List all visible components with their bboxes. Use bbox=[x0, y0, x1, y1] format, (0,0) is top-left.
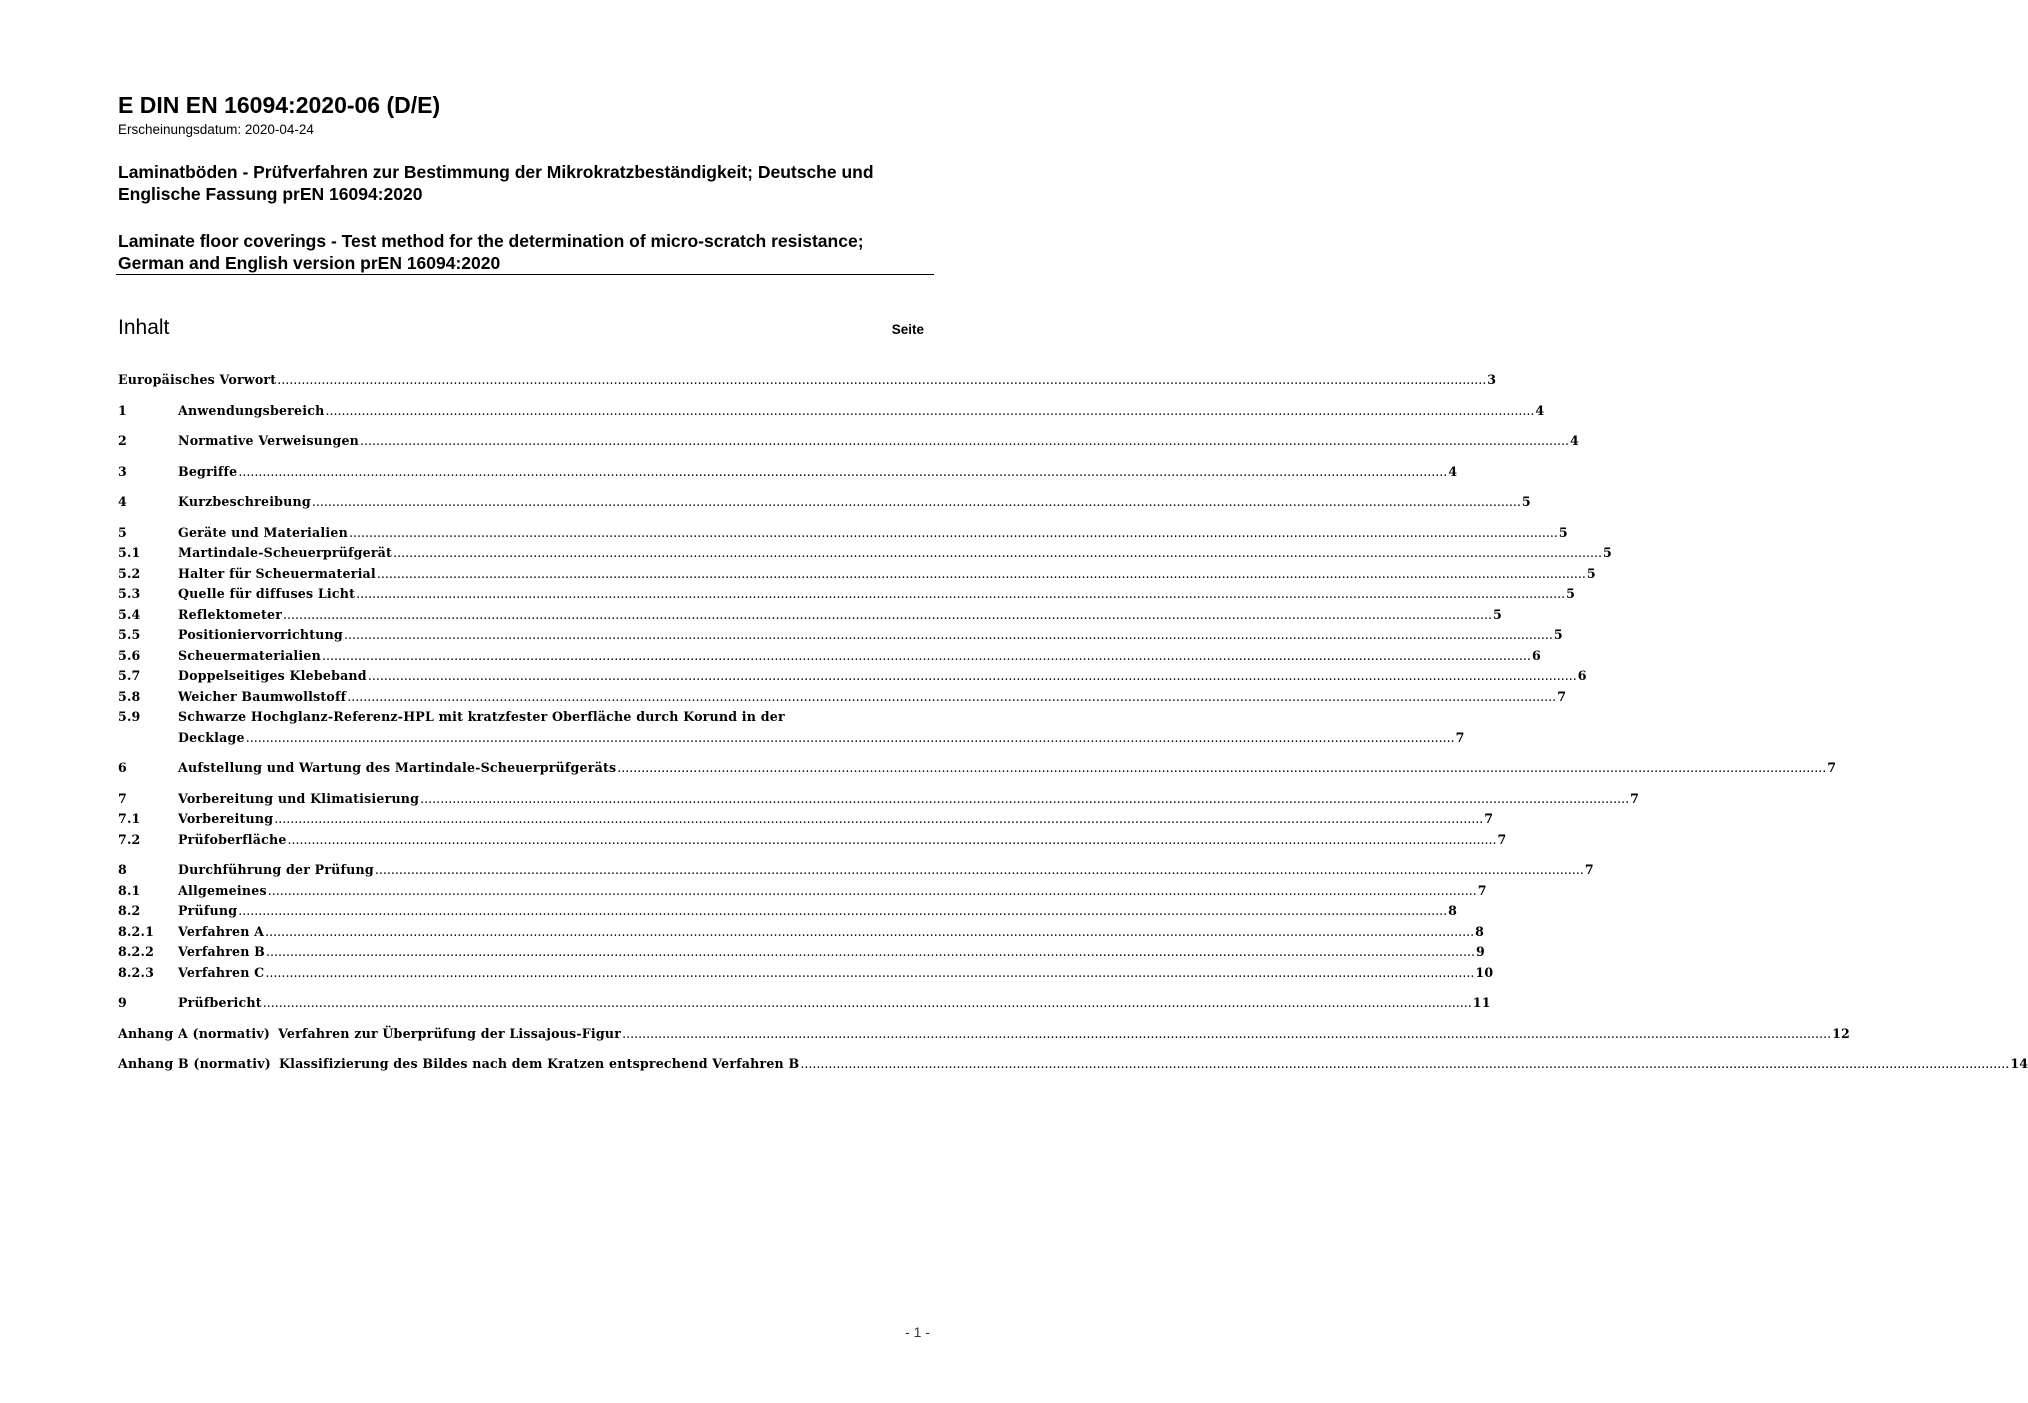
toc-leader bbox=[377, 564, 1586, 585]
toc-entry-number: 4 bbox=[118, 494, 127, 509]
toc-entry-page: 8 bbox=[1448, 903, 1458, 918]
toc-entry-title: Begriffe bbox=[178, 463, 238, 479]
toc-entry-page: 11 bbox=[1472, 995, 1491, 1010]
toc-entry-page: 9 bbox=[1476, 944, 1485, 959]
toc-leader bbox=[268, 881, 1477, 902]
title-german: Laminatböden - Prüfverfahren zur Bestimmung der Mikrokratzbeständigkeit; Deutsche und Englische Fassung prEN 16094:2020 bbox=[118, 162, 874, 204]
toc-entry[interactable] bbox=[118, 993, 1491, 1014]
toc-entry[interactable] bbox=[118, 564, 1596, 585]
toc-leader bbox=[420, 789, 1629, 810]
toc-entry-title: Doppelseitiges Klebeband bbox=[178, 668, 367, 683]
toc-entry-page: 4 bbox=[1535, 402, 1545, 418]
toc-entry-number: 2 bbox=[118, 433, 127, 448]
toc-leader bbox=[266, 942, 1475, 963]
toc-entry[interactable] bbox=[118, 462, 1458, 483]
toc-entry-title: Anwendungsbereich bbox=[178, 402, 325, 418]
toc-entry-page: 7 bbox=[1630, 790, 1640, 806]
toc-entry-title: Halter für Scheuermaterial bbox=[178, 565, 376, 581]
toc-leader bbox=[349, 523, 1558, 544]
toc-entry[interactable] bbox=[118, 646, 1541, 667]
toc-leader bbox=[347, 687, 1556, 708]
toc-entry-page: 5 bbox=[1603, 545, 1613, 560]
toc-entry-title: Vorbereitung bbox=[178, 811, 274, 826]
toc-leader bbox=[800, 1054, 2009, 1075]
toc-entry-page: 14 bbox=[2010, 1056, 2028, 1071]
toc-heading: Inhalt bbox=[118, 316, 170, 339]
toc-entry[interactable] bbox=[118, 431, 1579, 452]
toc-leader bbox=[344, 625, 1553, 646]
document-id: E DIN EN 16094:2020-06 (D/E) bbox=[118, 92, 441, 118]
toc-leader bbox=[238, 901, 1447, 922]
toc-entry-page: 7 bbox=[1455, 729, 1465, 745]
toc-entry-title-continued: Decklage bbox=[178, 729, 245, 745]
table-of-contents bbox=[118, 370, 2028, 1075]
toc-leader bbox=[322, 646, 1531, 667]
toc-leader bbox=[277, 370, 1486, 391]
toc-entry-title: Geräte und Materialien bbox=[178, 524, 348, 540]
toc-entry-number: 5.9 bbox=[118, 709, 141, 724]
toc-leader bbox=[622, 1024, 1831, 1045]
toc-entry-page: 3 bbox=[1487, 372, 1497, 387]
page-number: - 1 - bbox=[905, 1324, 930, 1340]
toc-leader bbox=[617, 758, 1826, 779]
toc-entry-title: Verfahren B bbox=[178, 944, 266, 959]
toc-entry-title: Prüfoberfläche bbox=[178, 831, 287, 847]
toc-entry-page: 10 bbox=[1475, 964, 1494, 980]
toc-entry-number: 5.4 bbox=[118, 606, 141, 622]
toc-entry-number: 8.2.3 bbox=[118, 964, 155, 980]
toc-leader bbox=[325, 401, 1534, 422]
toc-entry-title: Reflektometer bbox=[178, 606, 283, 622]
toc-entry-continuation[interactable] bbox=[118, 728, 1465, 749]
toc-entry-page: 5 bbox=[1553, 627, 1563, 642]
toc-entry-number: 5.7 bbox=[118, 668, 141, 683]
toc-entry[interactable] bbox=[118, 523, 1568, 544]
toc-leader bbox=[265, 963, 1474, 984]
toc-entry-page: 12 bbox=[1832, 1025, 1851, 1041]
toc-entry[interactable] bbox=[118, 830, 1507, 851]
publication-date: Erscheinungsdatum: 2020-04-24 bbox=[118, 122, 314, 137]
toc-entry-page: 7 bbox=[1557, 688, 1567, 704]
toc-entry-number: 9 bbox=[118, 995, 127, 1010]
toc-leader bbox=[274, 809, 1483, 830]
toc-entry-number: 5.6 bbox=[118, 647, 141, 663]
toc-entry-title: Scheuermaterialien bbox=[178, 647, 321, 663]
toc-entry[interactable] bbox=[118, 687, 1567, 708]
toc-entry-page: 5 bbox=[1566, 586, 1576, 601]
toc-entry[interactable] bbox=[118, 543, 1613, 564]
toc-entry-number: 7.1 bbox=[118, 811, 141, 826]
toc-entry-page: 5 bbox=[1521, 494, 1531, 509]
toc-entry-title: Kurzbeschreibung bbox=[178, 494, 311, 509]
toc-entry-title: Verfahren A bbox=[178, 923, 265, 939]
toc-entry-title: Europäisches Vorwort bbox=[118, 372, 277, 387]
toc-leader bbox=[393, 543, 1602, 564]
toc-entry[interactable] bbox=[118, 401, 1545, 422]
toc-entry-number: 1 bbox=[118, 402, 127, 418]
toc-entry-number: 5.3 bbox=[118, 586, 141, 601]
toc-entry-page: 7 bbox=[1497, 831, 1507, 847]
toc-entry[interactable] bbox=[118, 922, 1485, 943]
toc-entry-number: 8.2.2 bbox=[118, 944, 155, 959]
toc-entry[interactable] bbox=[118, 605, 1502, 626]
toc-entry-title: Positioniervorrichtung bbox=[178, 627, 343, 642]
toc-leader bbox=[356, 584, 1565, 605]
toc-entry[interactable] bbox=[118, 901, 1458, 922]
toc-entry-title: Quelle für diffuses Licht bbox=[178, 586, 356, 601]
toc-entry-number: 6 bbox=[118, 760, 127, 775]
title-english: Laminate floor coverings - Test method for the determination of micro-scratch resistance; German and English version prEN 16094:2020 bbox=[118, 231, 864, 273]
toc-entry-number: Anhang B (normativ) bbox=[118, 1056, 271, 1071]
toc-entry-page: 8 bbox=[1475, 923, 1485, 939]
toc-entry[interactable] bbox=[118, 963, 1494, 984]
toc-entry-number: 5.2 bbox=[118, 565, 141, 581]
toc-entry-number: 3 bbox=[118, 463, 127, 479]
toc-leader bbox=[263, 993, 1472, 1014]
toc-entry[interactable] bbox=[118, 860, 1594, 881]
toc-entry-title: Normative Verweisungen bbox=[178, 433, 360, 448]
toc-entry-page: 4 bbox=[1448, 463, 1458, 479]
toc-entry-page: 5 bbox=[1558, 524, 1568, 540]
toc-entry-annex[interactable] bbox=[118, 1054, 2028, 1075]
toc-entry-number: 5.5 bbox=[118, 627, 141, 642]
toc-leader bbox=[288, 830, 1497, 851]
toc-leader bbox=[265, 922, 1474, 943]
toc-entry-page: 7 bbox=[1584, 862, 1594, 877]
toc-entry[interactable] bbox=[118, 758, 1837, 779]
toc-entry[interactable] bbox=[118, 942, 1485, 963]
toc-entry-title: Martindale-Scheuerprüfgerät bbox=[178, 545, 393, 560]
toc-entry-page: 4 bbox=[1570, 433, 1579, 448]
toc-entry[interactable] bbox=[118, 789, 1640, 810]
toc-entry-title: Verfahren zur Überprüfung der Lissajous-Figur bbox=[278, 1025, 622, 1041]
toc-entry[interactable] bbox=[118, 666, 1587, 687]
toc-entry-title: Aufstellung und Wartung des Martindale-Scheuerprüfgeräts bbox=[178, 760, 617, 775]
toc-entry-title: Weicher Baumwollstoff bbox=[178, 688, 347, 704]
toc-entry-annex[interactable] bbox=[118, 1024, 1851, 1045]
toc-entry-title: Schwarze Hochglanz-Referenz-HPL mit kratzfester Oberfläche durch Korund in der bbox=[178, 709, 785, 724]
toc-entry-page: 5 bbox=[1586, 565, 1596, 581]
toc-entry-page: 7 bbox=[1827, 760, 1837, 775]
toc-entry-number: 5 bbox=[118, 524, 127, 540]
toc-entry-number: 7.2 bbox=[118, 831, 141, 847]
toc-leader bbox=[283, 605, 1492, 626]
toc-entry-title: Allgemeines bbox=[178, 882, 267, 898]
toc-entry-number: 8 bbox=[118, 862, 127, 877]
toc-entry-page: 6 bbox=[1577, 668, 1587, 683]
toc-entry-page: 7 bbox=[1484, 811, 1494, 826]
toc-leader bbox=[368, 666, 1577, 687]
toc-leader bbox=[238, 462, 1447, 483]
toc-entry-number: 8.1 bbox=[118, 882, 141, 898]
toc-entry-page: 7 bbox=[1477, 882, 1487, 898]
toc-entry-title: Prüfung bbox=[178, 903, 238, 918]
toc-entry-page: 5 bbox=[1493, 606, 1502, 622]
toc-entry-title: Vorbereitung und Klimatisierung bbox=[178, 790, 420, 806]
toc-entry-title: Klassifizierung des Bildes nach dem Kratzen entsprechend Verfahren B bbox=[278, 1056, 800, 1071]
toc-leader bbox=[246, 728, 1455, 749]
toc-entry-title: Prüfbericht bbox=[178, 995, 262, 1010]
toc-entry-number: 5.8 bbox=[118, 688, 141, 704]
toc-leader bbox=[360, 431, 1569, 452]
toc-entry[interactable] bbox=[118, 492, 1531, 513]
toc-entry-number: Anhang A (normativ) bbox=[118, 1025, 271, 1041]
toc-entry[interactable] bbox=[118, 584, 1576, 605]
toc-leader bbox=[312, 492, 1521, 513]
toc-entry-number: 8.2.1 bbox=[118, 923, 155, 939]
toc-entry-number: 5.1 bbox=[118, 545, 141, 560]
toc-entry[interactable] bbox=[118, 707, 931, 728]
toc-entry-number: 8.2 bbox=[118, 903, 141, 918]
toc-entry[interactable] bbox=[118, 809, 1494, 830]
toc-page-column-label: Seite bbox=[891, 322, 924, 337]
toc-entry[interactable] bbox=[118, 370, 1497, 391]
toc-entry[interactable] bbox=[118, 881, 1487, 902]
toc-entry-title: Durchführung der Prüfung bbox=[178, 862, 374, 877]
toc-entry[interactable] bbox=[118, 625, 1563, 646]
header-divider bbox=[116, 274, 934, 275]
toc-entry-page: 6 bbox=[1531, 647, 1541, 663]
toc-entry-number: 7 bbox=[118, 790, 127, 806]
toc-entry-title: Verfahren C bbox=[178, 964, 265, 980]
toc-leader bbox=[375, 860, 1584, 881]
